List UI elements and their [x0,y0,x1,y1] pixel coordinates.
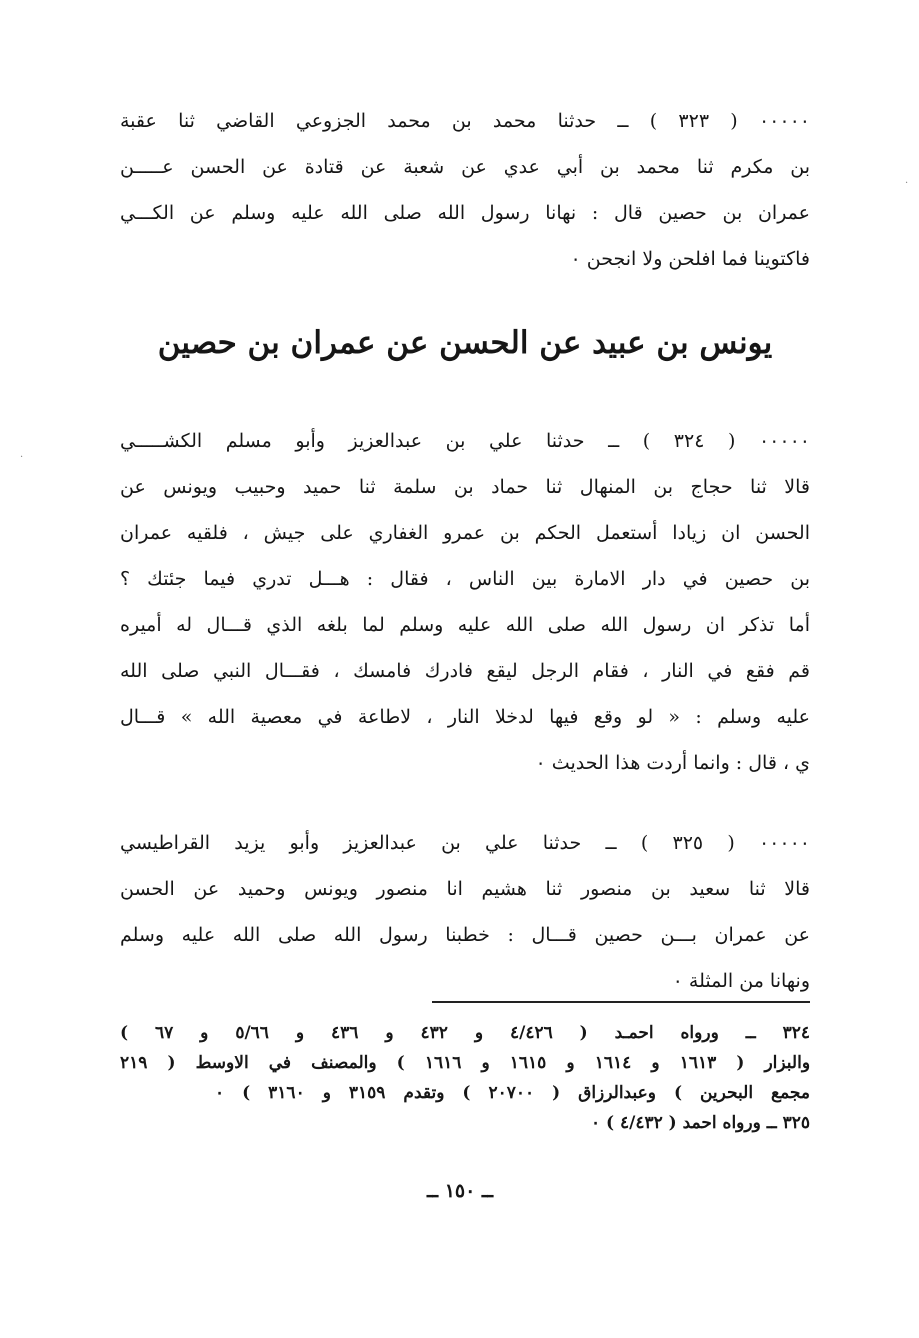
footnote-divider [432,1001,810,1003]
text-line: ٠٠٠٠٠ ( ٣٢٥ ) ــ حدثنا علي بن عبدالعزيز وأبو يزيد القراطيسي [120,832,810,854]
footnote-line: مجمع البحرين ) وعبدالرزاق ( ٢٠٧٠٠ ) وتقدم ٣١٥٩ و ٣١٦٠ ) ٠ [215,1083,810,1103]
text-line: بن مكرم ثنا محمد بن أبي عدي عن شعبة عن قتادة عن الحسن عـــــن [120,156,810,178]
text-line: بن حصين في دار الامارة بين الناس ، فقال : هـــل تدري فيما جئتك ؟ [120,568,810,590]
text-line: ونهانا من المثلة ٠ [672,970,810,992]
hadith-entry-323 [120,98,810,282]
text-line: ي ، قال : وانما أردت هذا الحديث ٠ [535,752,810,774]
footnotes [120,1018,810,1138]
section-heading: يونس بن عبيد عن الحسن عن عمران بن حصين [157,325,773,361]
text-line: عمران بن حصين قال : نهانا رسول الله صلى الله عليه وسلم عن الكـــي [120,202,810,224]
text-line: قالا ثنا سعيد بن منصور ثنا هشيم انا منصور ويونس وحميد عن الحسن [120,878,810,900]
text-line: عن عمران بـــن حصين قـــال : خطبنا رسول الله صلى الله عليه وسلم [120,924,810,946]
scan-speck: · [905,178,909,189]
hadith-entry-324 [120,418,810,786]
footnote-line: ٣٢٥ ــ ورواه احمد ( ٤/٤٣٢ ) ٠ [590,1113,810,1133]
text-line: قالا ثنا حجاج بن المنهال ثنا حماد بن سلمة ثنا حميد وحبيب ويونس عن [120,476,810,498]
footnote-line: والبزار ( ١٦١٣ و ١٦١٤ و ١٦١٥ و ١٦١٦ ) والمصنف في الاوسط ( ٢١٩ [120,1053,810,1073]
text-line: فاكتوينا فما افلحن ولا انجحن ٠ [570,248,810,270]
text-line: الحسن ان زيادا أستعمل الحكم بن عمرو الغفاري على جيش ، فلقيه عمران [120,522,810,544]
footnote-line: ٣٢٤ ــ ورواه احمـد ( ٤/٤٢٦ و ٤٣٢ و ٤٣٦ و ٥/٦٦ و ٦٧ ) [120,1023,810,1043]
text-line: عليه وسلم : « لو وقع فيها لدخلا النار ، لاطاعة في معصية الله » قـــال [120,706,810,728]
text-line: ٠٠٠٠٠ ( ٣٢٤ ) ــ حدثنا علي بن عبدالعزيز وأبو مسلم الكشـــــي [120,430,810,452]
scan-speck: · [20,452,24,463]
text-line: ٠٠٠٠٠ ( ٣٢٣ ) ــ حدثنا محمد بن محمد الجزوعي القاضي ثنا عقبة [120,110,810,132]
text-line: قم فقع في النار ، فقام الرجل ليقع فادرك فامسك ، فقـــال النبي صلى الله [120,660,810,682]
hadith-entry-325 [120,820,810,1004]
page-number: ــ ١٥٠ ــ [426,1180,494,1202]
text-line: أما تذكر ان رسول الله صلى الله عليه وسلم لما بلغه الذي قـــال له أميره [120,614,810,636]
